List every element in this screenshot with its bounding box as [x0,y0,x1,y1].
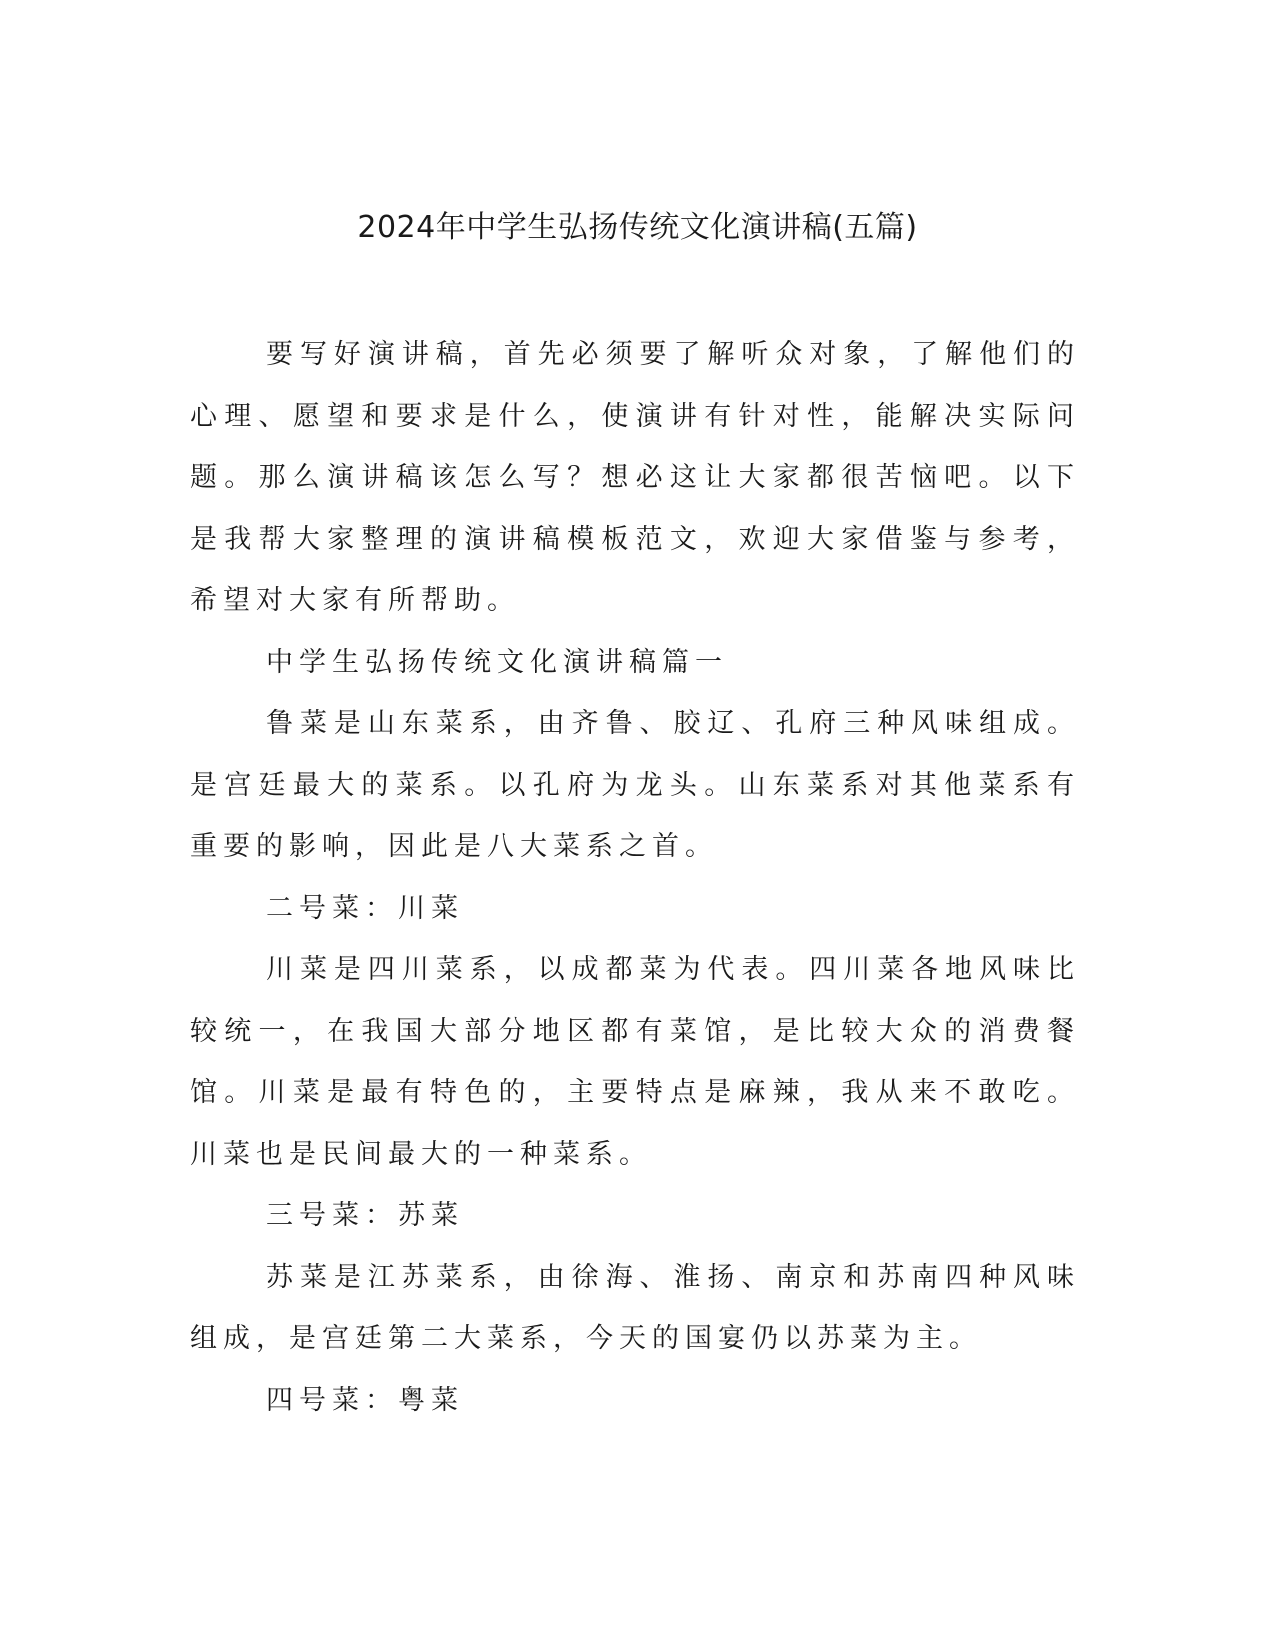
section-heading: 中学生弘扬传统文化演讲稿篇一 [266,646,728,678]
document-body [190,324,1080,1431]
intro-paragraph: 要写好演讲稿，首先必须要了解听众对象，了解他们的心理、愿望和要求是什么，使演讲有针对性，能解决实际问题。那么演讲稿该怎么写？想必这让大家都很苦恼吧。以下是我帮大家整理的演讲稿模板范文，欢迎大家借鉴与参考，希望对大家有所帮助。 [190,339,1080,616]
body-paragraph: 鲁菜是山东菜系，由齐鲁、胶辽、孔府三种风味组成。是宫廷最大的菜系。以孔府为龙头。山东菜系对其他菜系有重要的影响，因此是八大菜系之首。 [190,708,1080,862]
dish-heading: 二号菜：川菜 [266,892,464,924]
dish-heading: 三号菜：苏菜 [266,1200,464,1231]
body-paragraph: 川菜是四川菜系，以成都菜为代表。四川菜各地风味比较统一，在我国大部分地区都有菜馆，是比较大众的消费餐馆。川菜是最有特色的，主要特点是麻辣，我从来不敢吃。川菜也是民间最大的一种菜系。 [190,954,1080,1170]
document-title: 2024年中学生弘扬传统文化演讲稿(五篇) [357,210,918,245]
body-paragraph: 苏菜是江苏菜系，由徐海、淮扬、南京和苏南四种风味组成，是宫廷第二大菜系，今天的国宴仍以苏菜为主。 [190,1261,1080,1354]
dish-heading: 四号菜：粤菜 [266,1384,464,1416]
